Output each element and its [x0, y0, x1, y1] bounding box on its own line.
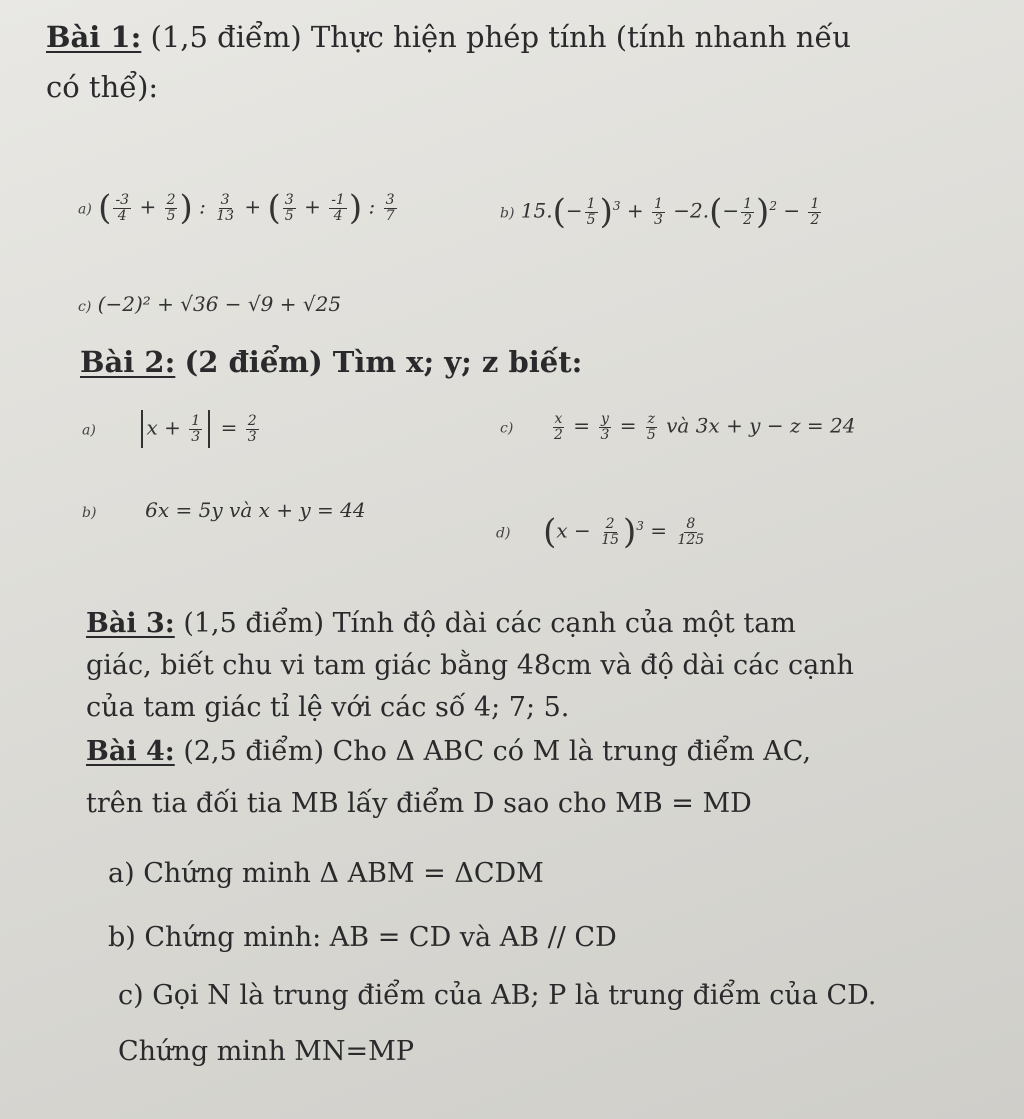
bai1-c-label: c) — [78, 299, 92, 315]
fraction: $\frac{2}{3}$ — [247, 412, 257, 445]
bai1-a-expression: a) ( $\frac{-3}{4}$ + $\frac{2}{5}$ ) : $\frac{3}{13}$ + ( $\frac{3}{5}$ + $\frac{-1}{4}$ ) : $\frac{3}{7}$ — [78, 188, 395, 228]
bai4-title: Bài 4: — [86, 736, 175, 767]
bai2-c-label: c) — [500, 420, 514, 437]
bai4-line1 — [86, 736, 811, 767]
bai3-line3: của tam giác tỉ lệ với các số 4; 7; 5. — [86, 692, 570, 723]
fraction: $\frac{1}{3}$ — [653, 195, 663, 228]
fraction: $\frac{1}{2}$ — [810, 195, 820, 228]
bai2-title: Bài 2: — [80, 345, 176, 379]
bai2-d-label: d) — [496, 525, 511, 542]
bai4-part-b: b) Chứng minh: AB = CD và AB // CD — [108, 922, 617, 953]
bai2-d-expression: d) (x − $\frac{2}{15}$ )$^3$ = $\frac{8}{125}$ — [496, 512, 705, 552]
fraction: $\frac{z}{5}$ — [646, 411, 656, 443]
bai2-a-label: a) — [82, 422, 96, 439]
fraction: $\frac{2}{15}$ — [601, 515, 620, 548]
fraction: $\frac{8}{125}$ — [677, 515, 705, 548]
bai4-line2: trên tia đối tia MB lấy điểm D sao cho MB = MD — [86, 788, 752, 819]
bai3-line2: giác, biết chu vi tam giác bằng 48cm và độ dài các cạnh — [86, 650, 854, 681]
bai1-b-expression: b) 15.(− $\frac{1}{5}$ )$^3$ + $\frac{1}{3}$ −2.(− $\frac{1}{2}$ )$^2$ − $\frac{1}{2}$ — [500, 192, 820, 232]
bai1-heading-text: (1,5 điểm) Thực hiện phép tính (tính nhanh nếu — [150, 20, 851, 54]
fraction: $\frac{1}{3}$ — [191, 412, 201, 445]
bai3-title: Bài 3: — [86, 608, 175, 639]
bai4-line1-text: (2,5 điểm) Cho Δ ABC có M là trung điểm AC, — [183, 736, 812, 767]
bai1-a-label: a) — [78, 201, 92, 218]
bai3-line1-text: (1,5 điểm) Tính độ dài các cạnh của một tam — [183, 608, 796, 639]
bai1-c-expr: (−2)² + √36 − √9 + √25 — [97, 292, 342, 316]
bai2-b-expression — [82, 498, 366, 522]
bai1-title: Bài 1: — [46, 20, 142, 54]
fraction: $\frac{3}{7}$ — [385, 191, 395, 224]
bai2-a-expression: a) x + $\frac{1}{3}$ = $\frac{2}{3}$ — [82, 410, 261, 448]
fraction: $\frac{-1}{4}$ — [331, 191, 345, 224]
bai2-b-expr: 6x = 5y và x + y = 44 — [145, 498, 366, 522]
fraction: $\frac{x}{2}$ — [554, 411, 563, 443]
bai1-b-label: b) — [500, 205, 515, 222]
fraction: $\frac{1}{2}$ — [743, 195, 753, 228]
fraction: $\frac{3}{5}$ — [284, 191, 294, 224]
bai2-b-label: b) — [82, 505, 97, 521]
bai3-line1 — [86, 608, 796, 639]
fraction: $\frac{y}{3}$ — [600, 411, 610, 443]
fraction: $\frac{-3}{4}$ — [115, 191, 130, 224]
bai1-heading — [46, 20, 851, 54]
bai4-part-c-line2: Chứng minh MN=MP — [118, 1036, 414, 1067]
fraction: $\frac{3}{13}$ — [216, 191, 235, 224]
fraction: $\frac{2}{5}$ — [166, 191, 176, 224]
fraction: $\frac{1}{5}$ — [586, 195, 596, 228]
bai2-heading-text: (2 điểm) Tìm x; y; z biết: — [184, 345, 583, 379]
bai1-c-expression — [78, 292, 341, 316]
bai2-heading — [80, 345, 582, 379]
bai4-part-c-line1: c) Gọi N là trung điểm của AB; P là trung điểm của CD. — [118, 980, 877, 1011]
bai2-c-expression: c) $\frac{x}{2}$ = $\frac{y}{3}$ = $\frac{z}{5}$ và 3x + y − z = 24 — [500, 411, 856, 443]
bai4-part-a: a) Chứng minh Δ ABM = ΔCDM — [108, 858, 544, 889]
bai1-heading-line2: có thể): — [46, 70, 159, 104]
